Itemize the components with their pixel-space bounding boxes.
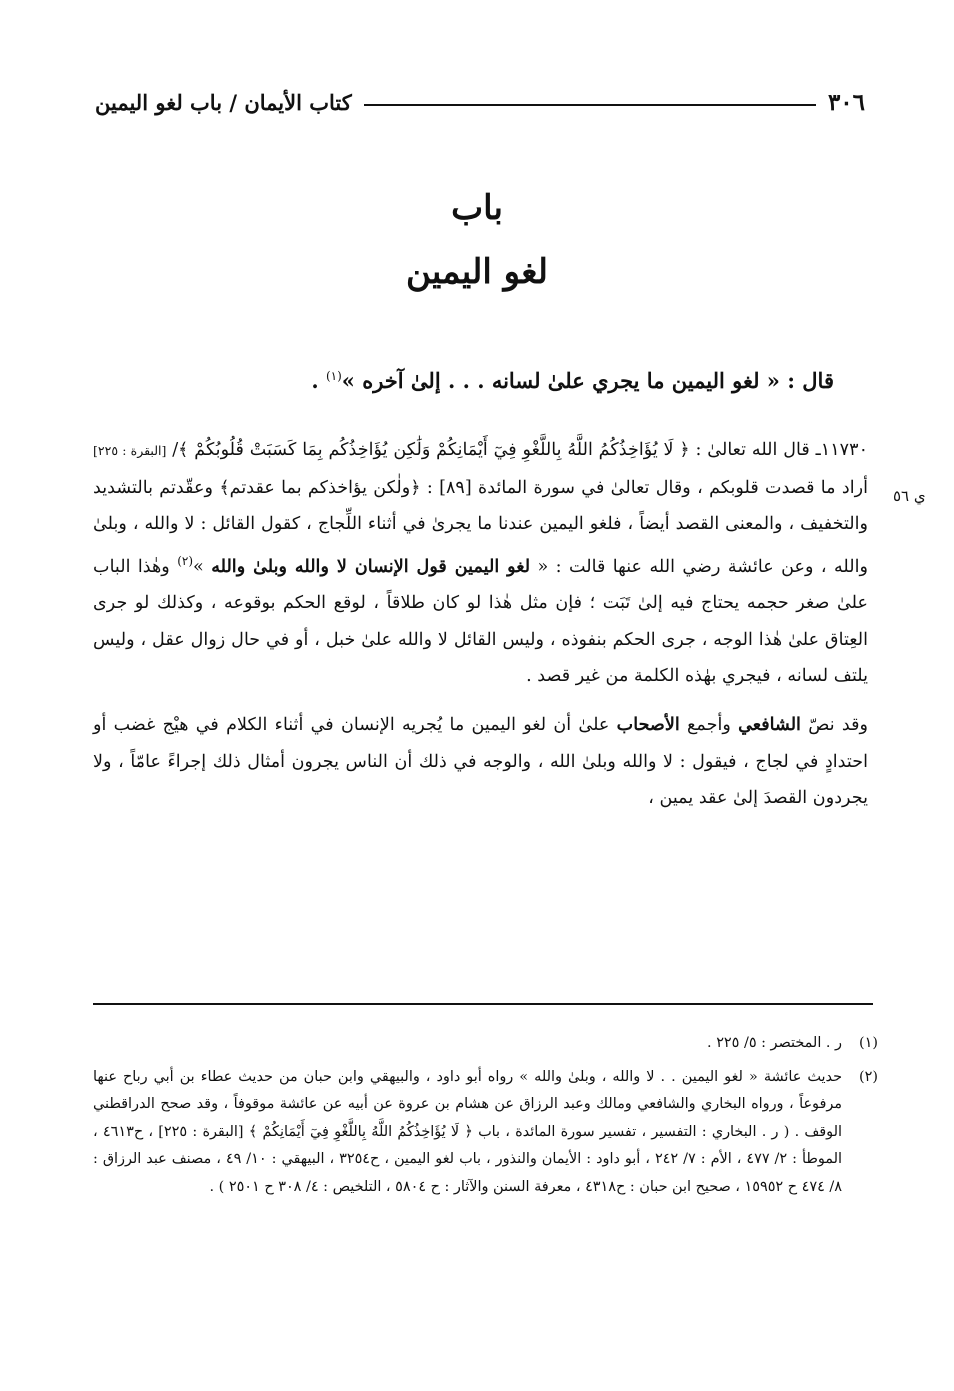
- chapter-title: لغو اليمين: [405, 252, 549, 292]
- hadith-quote: لغو اليمين قول الإنسان لا والله وبلىٰ والله: [211, 555, 531, 577]
- running-title: كتاب الأيمان / باب لغو اليمين: [95, 89, 352, 115]
- para1-text-2: أراد ما قصدت قلوبكم ، وقال تعالىٰ في سورة المائدة [٨٩] : ﴿ولٰكن يؤاخذكم بما عقدتم﴾ وعقّدتم بالتشديد والتخفيف ، والمعنى القصد أيضاً ، فلغو اليمين عندنا ما يجرىٰ في أثناء اللِّجاج ، كقول القائل : لا والله ، وبلىٰ والله ، وعن عائشة رضي الله عنها قالت : «: [93, 477, 869, 577]
- para2-text-1: وقد نصّ: [800, 715, 869, 736]
- para2-text-2: وأجمع: [679, 715, 739, 736]
- footnote-2: [93, 1064, 878, 1202]
- margin-note: ي ٥٦: [893, 487, 926, 505]
- page-number: ٣٠٦: [827, 88, 865, 116]
- footnotes: [93, 1030, 878, 1202]
- para1-text-4: وهٰذا الباب علىٰ صغر حجمه يحتاج فيه إلىٰ تَبَت ؛ فإن مثل هٰذا لو كان طلاقاً ، لوقع الحكم بوقوعه ، وكذلك لو جرى العِتاق علىٰ هٰذا الوجه ، جرى الحكم بنفوذه ، وليس القائل لا والله علىٰ خبل ، أو في حال زوال عقل ، وليس يلتف لسانه ، فيجري بهٰذه الكلمة من غير قصد .: [93, 556, 868, 687]
- footnote-2-text: حديث عائشة « لغو اليمين . . لا والله ، وبلىٰ والله » رواه أبو داود ، والبيهقي وابن حبان من حديث عطاء بن أبي رباح عنها مرفوعاً ، ورواه البخاري والشافعي ومالك وعبد الرزاق عن هشام بن عروة عن أبيه عن عائشة موقوفاً ، وقد صحح الدراقطني الوقف . ( ر . البخاري : التفسير ، تفسير سورة المائدة ، باب ﴿ لَا يُؤَاخِذُكُمُ اللَّهُ بِاللَّغْوِ فِيٓ أَيْمَانِكُمْ ﴾ [البقرة : ٢٢٥] ، ح٤٦١٣ ، الموطأ : ٢/ ٤٧٧ ، الأم : ٧/ ٢٤٢ ، أبو داود : الأيمان والنذور ، باب لغو اليمين ، ح٣٢٥٤ ، البيهقي : ١٠/ ٤٩ ، مصنف عبد الرزاق : ٨/ ٤٧٤ ح ١٥٩٥٢ ، صحيح ابن حبان : ح٤٣١٨ ، معرفة السنن والآثار : ح ٥٨٠٤ ، التلخيص : ٤/ ٣٠٨ ح ٢٥٠١ ) .: [93, 1068, 842, 1195]
- quote-text: قال : « لغو اليمين ما يجري علىٰ لسانه . . . إلىٰ آخره »: [341, 368, 834, 393]
- quote-suffix: .: [311, 368, 326, 393]
- term-ashab: الأصحاب: [616, 714, 680, 736]
- main-text: [93, 432, 868, 817]
- paragraph-2: [93, 707, 868, 817]
- footnote-2-number: (٢): [859, 1068, 878, 1085]
- verse-reference: [البقرة : ٢٢٥]: [93, 443, 167, 458]
- footnote-1: [93, 1030, 878, 1058]
- footnote-1-text: ر . المختصر : ٥/ ٢٢٥ .: [707, 1035, 842, 1051]
- header-rule: [364, 104, 816, 106]
- para2-text-3: علىٰ أن لغو اليمين ما يُجريه الإنسان في أثناء الكلام في هيْج غضب أو احتدادٍ في لجاج ، فيقول : لا والله وبلىٰ الله ، والوجه في ذلك أن الناس يجرون أمثال ذلك إجراءً عامّاً ، ولا يجردون القصدَ إلىٰ عقد يمين ،: [93, 715, 868, 809]
- page-header: [95, 82, 865, 122]
- name-shafii: الشافعي: [738, 714, 801, 736]
- para1-text-1: ١١٧٣٠ـ قال الله تعالىٰ : ﴿ لَا يُؤَاخِذُكُمُ اللَّهُ بِاللَّغْوِ فِيٓ أَيْمَانِكُمْ وَلَٰكِن يُؤَاخِذُكُم بِمَا كَسَبَتْ قُلُوبُكُمْ ﴾/: [166, 440, 869, 460]
- footnote-divider: [93, 1003, 873, 1005]
- quoted-text-line: [134, 368, 834, 393]
- chapter-heading-word: باب: [451, 188, 503, 228]
- footnote-marker-1[interactable]: (١): [325, 369, 342, 383]
- footnote-marker-2[interactable]: (٢): [177, 553, 194, 568]
- paragraph-1: [93, 432, 868, 695]
- para1-text-3: »: [193, 556, 212, 577]
- footnote-1-number: (١): [859, 1035, 878, 1051]
